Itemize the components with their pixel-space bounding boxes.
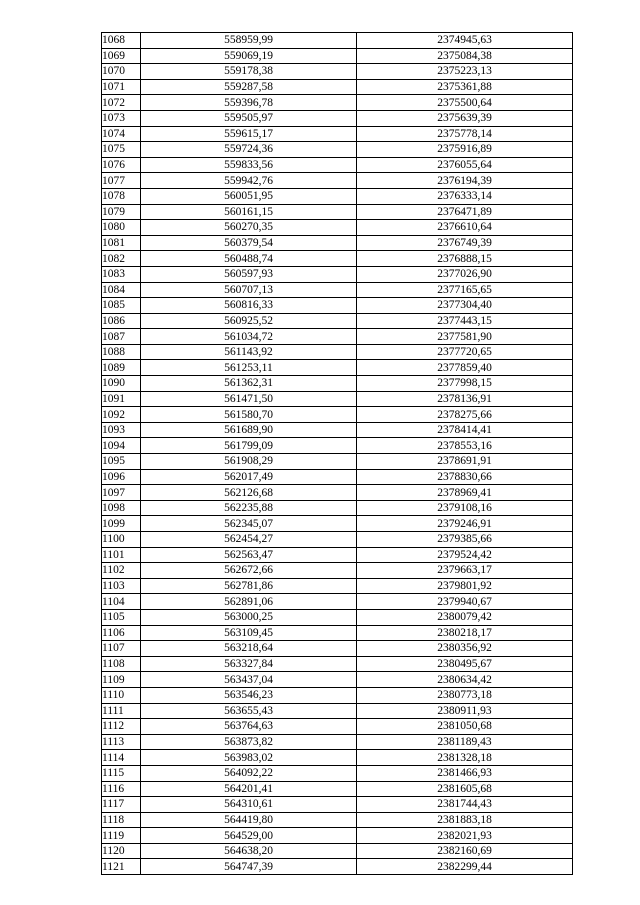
x-coordinate-cell: 560379,54	[141, 235, 357, 251]
table-row	[102, 750, 573, 766]
point-number-cell: 1086	[102, 313, 141, 329]
y-coordinate-cell: 2378691,91	[357, 454, 573, 470]
y-coordinate-cell: 2377581,90	[357, 329, 573, 345]
table-row	[102, 454, 573, 470]
y-coordinate-cell: 2381050,68	[357, 719, 573, 735]
y-coordinate-cell: 2374945,63	[357, 33, 573, 49]
point-number-cell: 1070	[102, 64, 141, 80]
y-coordinate-cell: 2376333,14	[357, 188, 573, 204]
point-number-cell: 1090	[102, 376, 141, 392]
y-coordinate-cell: 2381605,68	[357, 781, 573, 797]
table-row	[102, 48, 573, 64]
point-number-cell: 1087	[102, 329, 141, 345]
y-coordinate-cell: 2377720,65	[357, 344, 573, 360]
point-number-cell: 1114	[102, 750, 141, 766]
table-row	[102, 251, 573, 267]
x-coordinate-cell: 563327,84	[141, 656, 357, 672]
x-coordinate-cell: 559069,19	[141, 48, 357, 64]
x-coordinate-cell: 560925,52	[141, 313, 357, 329]
x-coordinate-cell: 563000,25	[141, 609, 357, 625]
y-coordinate-cell: 2382160,69	[357, 843, 573, 859]
y-coordinate-cell: 2379940,67	[357, 594, 573, 610]
x-coordinate-cell: 561908,29	[141, 454, 357, 470]
point-number-cell: 1118	[102, 812, 141, 828]
point-number-cell: 1099	[102, 516, 141, 532]
x-coordinate-cell: 560051,95	[141, 188, 357, 204]
table-row	[102, 609, 573, 625]
y-coordinate-cell: 2381466,93	[357, 765, 573, 781]
y-coordinate-cell: 2377859,40	[357, 360, 573, 376]
table-row	[102, 500, 573, 516]
x-coordinate-cell: 559396,78	[141, 95, 357, 111]
point-number-cell: 1071	[102, 79, 141, 95]
table-row	[102, 422, 573, 438]
table-row	[102, 329, 573, 345]
table-row	[102, 656, 573, 672]
x-coordinate-cell: 559178,38	[141, 64, 357, 80]
x-coordinate-cell: 564638,20	[141, 843, 357, 859]
point-number-cell: 1093	[102, 422, 141, 438]
point-number-cell: 1101	[102, 547, 141, 563]
x-coordinate-cell: 563218,64	[141, 641, 357, 657]
x-coordinate-cell: 561580,70	[141, 407, 357, 423]
point-number-cell: 1111	[102, 703, 141, 719]
x-coordinate-cell: 559942,76	[141, 173, 357, 189]
y-coordinate-cell: 2382299,44	[357, 859, 573, 875]
y-coordinate-cell: 2375223,13	[357, 64, 573, 80]
point-number-cell: 1120	[102, 843, 141, 859]
table-row	[102, 282, 573, 298]
table-row	[102, 376, 573, 392]
x-coordinate-cell: 563437,04	[141, 672, 357, 688]
x-coordinate-cell: 559287,58	[141, 79, 357, 95]
table-row	[102, 641, 573, 657]
table-row	[102, 703, 573, 719]
x-coordinate-cell: 563655,43	[141, 703, 357, 719]
y-coordinate-cell: 2380356,92	[357, 641, 573, 657]
x-coordinate-cell: 562672,66	[141, 563, 357, 579]
point-number-cell: 1088	[102, 344, 141, 360]
table-row	[102, 407, 573, 423]
point-number-cell: 1089	[102, 360, 141, 376]
point-number-cell: 1068	[102, 33, 141, 49]
point-number-cell: 1104	[102, 594, 141, 610]
y-coordinate-cell: 2377998,15	[357, 376, 573, 392]
point-number-cell: 1074	[102, 126, 141, 142]
y-coordinate-cell: 2375639,39	[357, 110, 573, 126]
x-coordinate-cell: 560707,13	[141, 282, 357, 298]
point-number-cell: 1117	[102, 797, 141, 813]
y-coordinate-cell: 2377304,40	[357, 298, 573, 314]
table-row	[102, 532, 573, 548]
table-row	[102, 563, 573, 579]
point-number-cell: 1110	[102, 687, 141, 703]
x-coordinate-cell: 564310,61	[141, 797, 357, 813]
x-coordinate-cell: 560597,93	[141, 266, 357, 282]
x-coordinate-cell: 561689,90	[141, 422, 357, 438]
point-number-cell: 1102	[102, 563, 141, 579]
y-coordinate-cell: 2379663,17	[357, 563, 573, 579]
table-row	[102, 204, 573, 220]
x-coordinate-cell: 562345,07	[141, 516, 357, 532]
coordinates-table-body	[102, 33, 573, 875]
table-row	[102, 313, 573, 329]
table-row	[102, 188, 573, 204]
y-coordinate-cell: 2379246,91	[357, 516, 573, 532]
table-row	[102, 79, 573, 95]
table-row	[102, 235, 573, 251]
point-number-cell: 1095	[102, 454, 141, 470]
y-coordinate-cell: 2375778,14	[357, 126, 573, 142]
table-row	[102, 859, 573, 875]
table-row	[102, 578, 573, 594]
point-number-cell: 1078	[102, 188, 141, 204]
table-row	[102, 485, 573, 501]
point-number-cell: 1108	[102, 656, 141, 672]
y-coordinate-cell: 2375084,38	[357, 48, 573, 64]
x-coordinate-cell: 561143,92	[141, 344, 357, 360]
y-coordinate-cell: 2381189,43	[357, 734, 573, 750]
point-number-cell: 1113	[102, 734, 141, 750]
point-number-cell: 1096	[102, 469, 141, 485]
x-coordinate-cell: 560816,33	[141, 298, 357, 314]
point-number-cell: 1079	[102, 204, 141, 220]
x-coordinate-cell: 562563,47	[141, 547, 357, 563]
point-number-cell: 1075	[102, 142, 141, 158]
point-number-cell: 1097	[102, 485, 141, 501]
point-number-cell: 1084	[102, 282, 141, 298]
y-coordinate-cell: 2381744,43	[357, 797, 573, 813]
y-coordinate-cell: 2376471,89	[357, 204, 573, 220]
table-row	[102, 828, 573, 844]
x-coordinate-cell: 561471,50	[141, 391, 357, 407]
table-row	[102, 142, 573, 158]
point-number-cell: 1080	[102, 220, 141, 236]
x-coordinate-cell: 560270,35	[141, 220, 357, 236]
x-coordinate-cell: 562235,88	[141, 500, 357, 516]
point-number-cell: 1100	[102, 532, 141, 548]
table-row	[102, 344, 573, 360]
y-coordinate-cell: 2379108,16	[357, 500, 573, 516]
table-row	[102, 672, 573, 688]
point-number-cell: 1091	[102, 391, 141, 407]
table-row	[102, 765, 573, 781]
y-coordinate-cell: 2380079,42	[357, 609, 573, 625]
y-coordinate-cell: 2382021,93	[357, 828, 573, 844]
table-row	[102, 516, 573, 532]
y-coordinate-cell: 2375916,89	[357, 142, 573, 158]
y-coordinate-cell: 2375361,88	[357, 79, 573, 95]
point-number-cell: 1107	[102, 641, 141, 657]
y-coordinate-cell: 2376194,39	[357, 173, 573, 189]
x-coordinate-cell: 561034,72	[141, 329, 357, 345]
x-coordinate-cell: 564419,80	[141, 812, 357, 828]
point-number-cell: 1094	[102, 438, 141, 454]
table-row	[102, 438, 573, 454]
point-number-cell: 1092	[102, 407, 141, 423]
y-coordinate-cell: 2380911,93	[357, 703, 573, 719]
x-coordinate-cell: 563764,63	[141, 719, 357, 735]
y-coordinate-cell: 2377165,65	[357, 282, 573, 298]
point-number-cell: 1112	[102, 719, 141, 735]
x-coordinate-cell: 563873,82	[141, 734, 357, 750]
table-row	[102, 157, 573, 173]
point-number-cell: 1083	[102, 266, 141, 282]
point-number-cell: 1072	[102, 95, 141, 111]
table-row	[102, 391, 573, 407]
y-coordinate-cell: 2376055,64	[357, 157, 573, 173]
point-number-cell: 1109	[102, 672, 141, 688]
x-coordinate-cell: 558959,99	[141, 33, 357, 49]
table-row	[102, 266, 573, 282]
x-coordinate-cell: 559833,56	[141, 157, 357, 173]
x-coordinate-cell: 561799,09	[141, 438, 357, 454]
y-coordinate-cell: 2378830,66	[357, 469, 573, 485]
x-coordinate-cell: 564092,22	[141, 765, 357, 781]
x-coordinate-cell: 559505,97	[141, 110, 357, 126]
point-number-cell: 1106	[102, 625, 141, 641]
table-row	[102, 110, 573, 126]
table-row	[102, 298, 573, 314]
coordinates-table	[101, 32, 573, 875]
point-number-cell: 1119	[102, 828, 141, 844]
x-coordinate-cell: 563109,45	[141, 625, 357, 641]
point-number-cell: 1076	[102, 157, 141, 173]
x-coordinate-cell: 561253,11	[141, 360, 357, 376]
y-coordinate-cell: 2379801,92	[357, 578, 573, 594]
table-row	[102, 719, 573, 735]
x-coordinate-cell: 562891,06	[141, 594, 357, 610]
table-row	[102, 812, 573, 828]
x-coordinate-cell: 564529,00	[141, 828, 357, 844]
x-coordinate-cell: 559724,36	[141, 142, 357, 158]
table-row	[102, 797, 573, 813]
x-coordinate-cell: 564747,39	[141, 859, 357, 875]
table-row	[102, 126, 573, 142]
table-row	[102, 547, 573, 563]
table-row	[102, 843, 573, 859]
x-coordinate-cell: 564201,41	[141, 781, 357, 797]
point-number-cell: 1081	[102, 235, 141, 251]
point-number-cell: 1103	[102, 578, 141, 594]
table-row	[102, 734, 573, 750]
point-number-cell: 1073	[102, 110, 141, 126]
y-coordinate-cell: 2380495,67	[357, 656, 573, 672]
table-row	[102, 220, 573, 236]
y-coordinate-cell: 2378553,16	[357, 438, 573, 454]
table-row	[102, 95, 573, 111]
x-coordinate-cell: 559615,17	[141, 126, 357, 142]
table-row	[102, 594, 573, 610]
y-coordinate-cell: 2380218,17	[357, 625, 573, 641]
table-row	[102, 625, 573, 641]
y-coordinate-cell: 2378275,66	[357, 407, 573, 423]
table-row	[102, 687, 573, 703]
table-row	[102, 469, 573, 485]
y-coordinate-cell: 2376749,39	[357, 235, 573, 251]
y-coordinate-cell: 2379385,66	[357, 532, 573, 548]
x-coordinate-cell: 562781,86	[141, 578, 357, 594]
point-number-cell: 1082	[102, 251, 141, 267]
point-number-cell: 1121	[102, 859, 141, 875]
point-number-cell: 1085	[102, 298, 141, 314]
y-coordinate-cell: 2380634,42	[357, 672, 573, 688]
x-coordinate-cell: 560488,74	[141, 251, 357, 267]
point-number-cell: 1115	[102, 765, 141, 781]
y-coordinate-cell: 2377026,90	[357, 266, 573, 282]
x-coordinate-cell: 560161,15	[141, 204, 357, 220]
table-row	[102, 781, 573, 797]
point-number-cell: 1069	[102, 48, 141, 64]
y-coordinate-cell: 2378136,91	[357, 391, 573, 407]
table-row	[102, 64, 573, 80]
y-coordinate-cell: 2380773,18	[357, 687, 573, 703]
y-coordinate-cell: 2376610,64	[357, 220, 573, 236]
x-coordinate-cell: 562126,68	[141, 485, 357, 501]
y-coordinate-cell: 2381883,18	[357, 812, 573, 828]
y-coordinate-cell: 2375500,64	[357, 95, 573, 111]
y-coordinate-cell: 2376888,15	[357, 251, 573, 267]
x-coordinate-cell: 561362,31	[141, 376, 357, 392]
point-number-cell: 1077	[102, 173, 141, 189]
y-coordinate-cell: 2381328,18	[357, 750, 573, 766]
x-coordinate-cell: 562454,27	[141, 532, 357, 548]
table-row	[102, 173, 573, 189]
y-coordinate-cell: 2378414,41	[357, 422, 573, 438]
x-coordinate-cell: 562017,49	[141, 469, 357, 485]
point-number-cell: 1098	[102, 500, 141, 516]
y-coordinate-cell: 2379524,42	[357, 547, 573, 563]
table-row	[102, 33, 573, 49]
x-coordinate-cell: 563546,23	[141, 687, 357, 703]
point-number-cell: 1116	[102, 781, 141, 797]
x-coordinate-cell: 563983,02	[141, 750, 357, 766]
table-row	[102, 360, 573, 376]
y-coordinate-cell: 2378969,41	[357, 485, 573, 501]
point-number-cell: 1105	[102, 609, 141, 625]
y-coordinate-cell: 2377443,15	[357, 313, 573, 329]
